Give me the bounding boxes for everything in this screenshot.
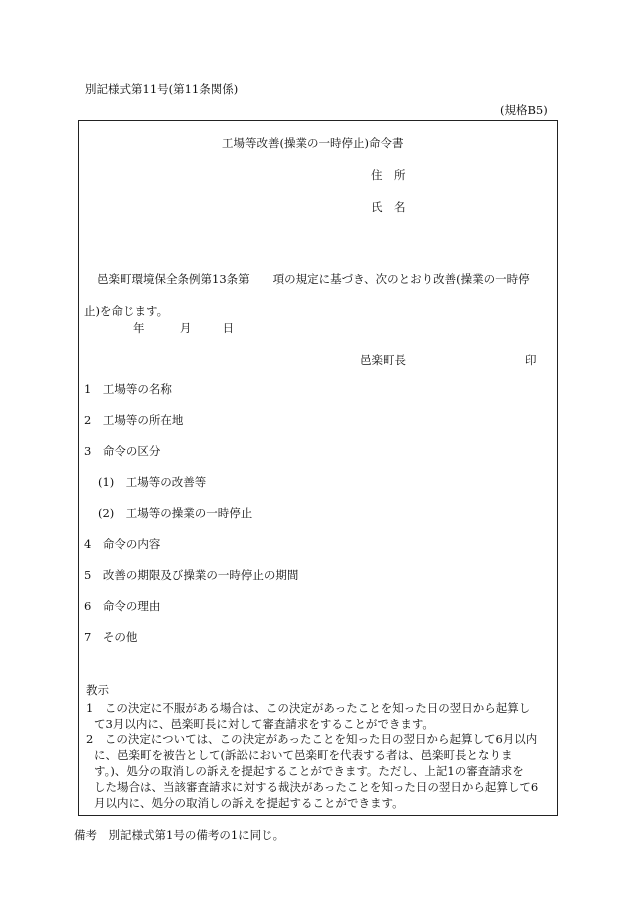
- body-line: 邑楽町環境保全条例第13条第 項の規定に基づき、次のとおり改善(操業の一時停: [97, 272, 530, 286]
- form-number-label: 別記様式第11号(第11条関係): [85, 82, 239, 96]
- order-body-text: [84, 263, 549, 327]
- notice-line: す。)、処分の取消しの訴えを提起することができます。ただし、上記1の審査請求を: [94, 764, 524, 778]
- subitem-improvement: (1) 工場等の改善等: [98, 475, 207, 489]
- remarks-note: 備考 別記様式第1号の備考の1に同じ。: [74, 828, 285, 842]
- date-day-label: 日: [222, 321, 235, 335]
- notice-line: 1 この決定に不服がある場合は、この決定があったことを知った日の翌日から起算し: [86, 701, 531, 715]
- address-label: 住 所: [371, 168, 406, 182]
- document-title: 工場等改善(操業の一時停止)命令書: [222, 136, 404, 150]
- notice-heading: 教示: [86, 683, 109, 697]
- notice-item-2: [86, 731, 550, 811]
- item-order-reason: 6 命令の理由: [84, 599, 161, 613]
- notice-item-1: [86, 700, 550, 732]
- name-label: 氏 名: [371, 200, 406, 214]
- paper-size-label: (規格B5): [500, 103, 548, 117]
- item-order-category: 3 命令の区分: [84, 444, 161, 458]
- body-line: 止)を命じます。: [84, 304, 169, 318]
- item-deadline-period: 5 改善の期限及び操業の一時停止の期間: [84, 568, 299, 582]
- notice-line: て3月以内に、邑楽町長に対して審査請求をすることができます。: [94, 717, 434, 731]
- item-facility-name: 1 工場等の名称: [84, 382, 172, 396]
- item-other: 7 その他: [84, 630, 138, 644]
- notice-line: 2 この決定については、この決定があったことを知った日の翌日から起算して6月以内: [86, 732, 538, 746]
- date-line: [133, 323, 234, 335]
- item-facility-location: 2 工場等の所在地: [84, 413, 184, 427]
- date-month-label: 月: [179, 321, 192, 335]
- subitem-suspension: (2) 工場等の操業の一時停止: [98, 506, 253, 520]
- date-year-label: 年: [133, 321, 145, 335]
- mayor-label: 邑楽町長: [360, 353, 406, 367]
- notice-line: 月以内に、処分の取消しの訴えを提起することができます。: [94, 796, 404, 810]
- seal-label: 印: [525, 353, 537, 367]
- notice-line: した場合は、当該審査請求に対する裁決があったことを知った日の翌日から起算して6: [94, 780, 539, 794]
- item-order-content: 4 命令の内容: [84, 537, 161, 551]
- notice-line: に、邑楽町を被告として(訴訟において邑楽町を代表する者は、邑楽町長となりま: [94, 748, 513, 762]
